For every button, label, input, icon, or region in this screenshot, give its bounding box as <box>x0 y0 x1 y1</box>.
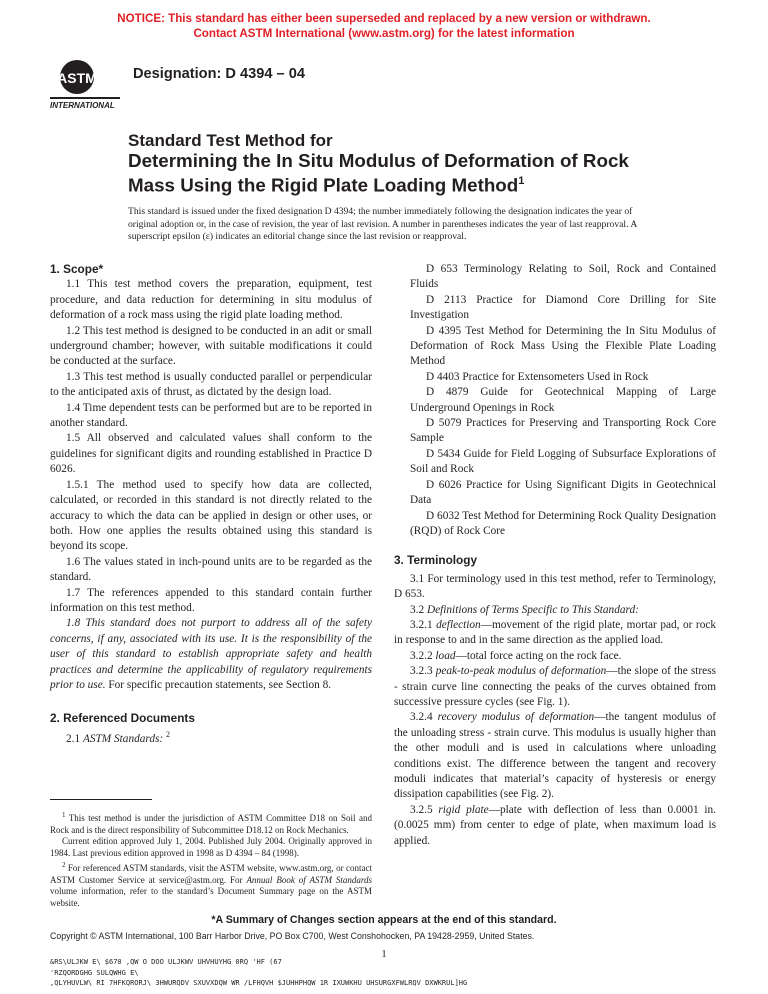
paragraph: 1.7 The references appended to this standard contain further information on this test method. <box>50 586 372 614</box>
title-line-1: Standard Test Method for <box>128 131 333 150</box>
footnote-1-cont: Current edition approved July 1, 2004. Published July 2004. Originally approved in 1984. Last previous edition approved in 1998 as D 4394 – 84 (1998). <box>50 836 372 859</box>
paragraph: 1.5 All observed and calculated values shall conform to the guidelines for significant digits and rounding established in Practice D 6026. <box>50 432 372 476</box>
logo-mark-text: ASTM <box>57 70 97 86</box>
license-footer <box>50 957 467 989</box>
page-number: 1 <box>381 949 387 960</box>
reference-item: D 6032 Test Method for Determining Rock Quality Designation (RQD) of Rock Core <box>410 509 716 537</box>
section-heading-referenced-documents: 2. Referenced Documents <box>50 711 195 726</box>
footnote-1: $^1$ This test method is under the jurisdiction of ASTM Committee D18 on Soil and Rock and is the direct responsibility of Subcommittee D18.12 on Rock Mechanics. <box>50 811 372 835</box>
definition: 3.2.3 peak-to-peak modulus of deformation—the slope of the stress - strain curve line connecting the peaks of the curves obtained from successive pressure cycles (see Fig. 1). <box>394 665 716 708</box>
paragraph: 3.1 For terminology used in this test method, refer to Terminology, D 653. <box>394 572 716 601</box>
definition: 3.2.5 rigid plate—plate with deflection of less than 0.0001 in. (0.0025 mm) from center to edge of plate, when maximum load is applied. <box>394 803 716 847</box>
summary-note: *A Summary of Changes section appears at the end of this standard. <box>211 914 557 926</box>
reference-item: D 5434 Guide for Field Logging of Subsurface Explorations of Soil and Rock <box>410 447 716 476</box>
logo-rule <box>50 97 120 99</box>
title-line-3: Mass Using the Rigid Plate Loading Method$^1$ <box>128 174 525 196</box>
copyright: Copyright © ASTM International, 100 Barr Harbor Drive, PO Box C700, West Conshohocken, PA 19428-2959, United States. <box>50 931 535 941</box>
license-line-3: ,QLYHUVLW\ RI 7HFKQRORJ\ 3HWURQDV SXUVXDQW WR /LFHQVH $JUHHPHQW 1R IXUWKHU UHSURGXFWLRQV DXWKRUL]HG <box>50 979 468 987</box>
paragraph: 1.2 This test method is designed to be conducted in an adit or small underground chamber; however, with suitable modifications it could be conducted at the surface. <box>50 324 372 368</box>
paragraph: 1.1 This test method covers the preparation, equipment, test procedure, and data reduction for determining in situ modulus of deformation of a rock mass using the rigid plate loading method. <box>50 278 372 322</box>
issuance-note: This standard is issued under the fixed designation D 4394; the number immediately following the designation indicates the year of original adoption or, in the case of revision, the year of last revision. A number in parentheses indicates the year of last reapproval. A superscript epsilon (ε) indicates an editorial change since the last revision or reapproval. <box>128 206 637 243</box>
document-title <box>128 131 629 195</box>
reference-item: D 4395 Test Method for Determining the In Situ Modulus of Deformation of Rock Mass Using the Flexible Plate Loading Method <box>410 324 716 368</box>
paragraph: 1.5.1 The method used to specify how data are collected, calculated, or recorded in this standard is not directly related to the accuracy to which the data can be applied in design or other uses, or both. How one applies the results obtained using this standard is beyond its scope. <box>50 478 372 553</box>
license-line-2: 'RZQORDGHG SULQWHG E\ <box>50 968 139 977</box>
paragraph: 2.1 ASTM Standards: $^2$ <box>66 729 171 745</box>
paragraph: 1.6 The values stated in inch-pound units are to be regarded as the standard. <box>50 555 372 584</box>
notice-line-1: NOTICE: This standard has either been superseded and replaced by a new version or withdrawn. <box>117 12 651 25</box>
safety-paragraph: 1.8 This standard does not purport to address all of the safety concerns, if any, associated with its use. It is the responsibility of the user of this standard to establish appropriate safety and health practices and determine the applicability of regulatory requirements prior to use. For specific precaution statements, see Section 8. <box>50 617 372 691</box>
section-heading-terminology: 3. Terminology <box>394 553 478 568</box>
title-footnote-ref: 1 <box>518 175 525 187</box>
footnotes <box>50 810 372 910</box>
reference-item: D 5079 Practices for Preserving and Transporting Rock Core Sample <box>410 417 716 445</box>
section-heading-scope: 1. Scope* <box>50 262 104 276</box>
reference-item: D 2113 Practice for Diamond Core Drilling for Site Investigation <box>410 293 716 322</box>
reference-item: D 4403 Practice for Extensometers Used in Rock <box>426 370 649 383</box>
paragraph: 3.2 Definitions of Terms Specific to This Standard: <box>410 603 639 616</box>
reference-item: D 653 Terminology Relating to Soil, Rock and Contained Fluids <box>410 263 716 291</box>
reference-item: D 4879 Guide for Geotechnical Mapping of Large Underground Openings in Rock <box>410 386 716 414</box>
footnote-2: $^2$ For referenced ASTM standards, visit the ASTM website, www.astm.org, or contact ASTM Customer Service at service@astm.org. For Annual Book of ASTM Standards volume information, refer to the standard’s Document Summary page on the ASTM website. <box>50 860 372 908</box>
reference-item: D 6026 Practice for Using Significant Digits in Geotechnical Data <box>410 478 716 507</box>
paragraph: 1.4 Time dependent tests can be performed but are to be reported in another standard. <box>50 401 372 430</box>
definition: 3.2.2 load—total force acting on the rock face. <box>410 649 622 662</box>
definition: 3.2.1 deflection—movement of the rigid plate, mortar pad, or rock in response to and in the same direction as the applied load. <box>394 618 717 647</box>
designation: Designation: D 4394 – 04 <box>133 66 305 82</box>
paragraph: 1.3 This test method is usually conducted parallel or perpendicular to the anticipated axis of thrust, as dictated by the design load. <box>50 370 372 399</box>
notice-line-2: Contact ASTM International (www.astm.org) for the latest information <box>193 27 575 40</box>
astm-logo <box>50 56 122 112</box>
logo-word: INTERNATIONAL <box>50 101 115 110</box>
definition: 3.2.4 recovery modulus of deformation—the tangent modulus of the unloading stress - strain curve. This modulus is usually higher than the other moduli and is used in calculations where unloading conditions exist. The difference between the tangent and recovery moduli indicates that material’s capacity of hysteresis or energy dissipation capabilities (see Fig. 2). <box>394 711 716 801</box>
footnote-rule <box>50 799 152 800</box>
license-line-1: &RS\ULJKW E\ $670 ,QW O DOO ULJKWV UHVHUYHG 0RQ 'HF (67 <box>50 958 282 966</box>
left-column <box>50 262 372 747</box>
right-column <box>394 262 716 849</box>
title-line-2: Determining the In Situ Modulus of Deformation of Rock <box>128 150 629 171</box>
